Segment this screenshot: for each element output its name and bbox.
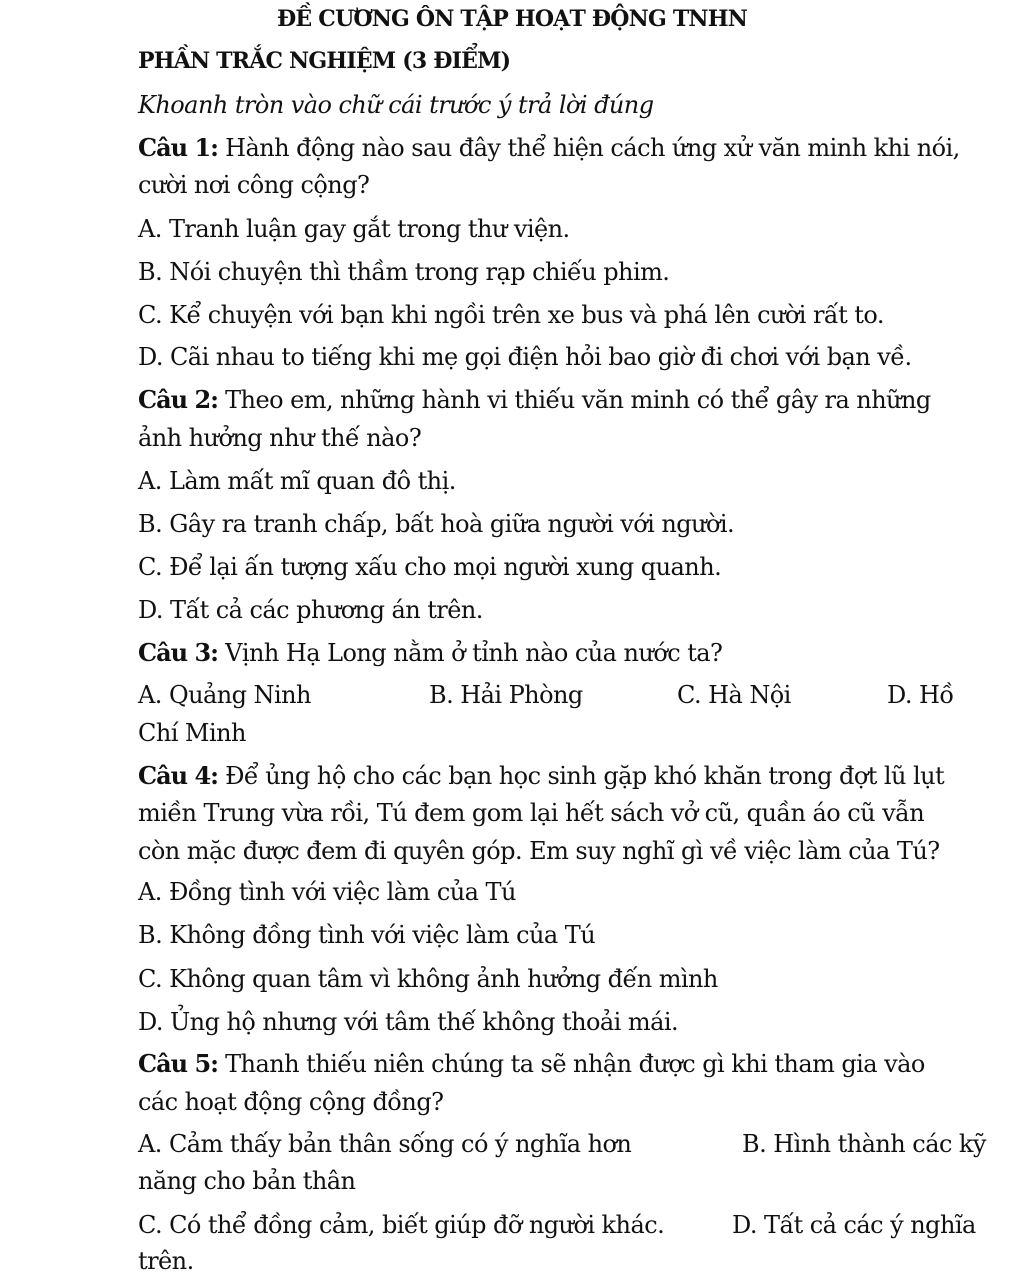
question-5-option-d-cont: trên. (138, 1247, 194, 1275)
question-1-label: Câu 1: (138, 133, 219, 162)
question-2-text: Theo em, những hành vi thiếu văn minh có thể gây ra những (218, 386, 931, 414)
question-5-options-row-1 (138, 1127, 1008, 1161)
question-4-option-a: A. Đồng tình với việc làm của Tú (138, 878, 516, 906)
question-3-option-d: D. Hồ (887, 681, 954, 709)
question-2-option-b: B. Gây ra tranh chấp, bất hoà giữa người với người. (138, 510, 735, 538)
question-5-text-cont: các hoạt động cộng đồng? (138, 1088, 444, 1116)
question-3-option-b: B. Hải Phòng (429, 681, 583, 709)
question-4 (138, 759, 1008, 793)
question-5-options-row-2 (138, 1208, 1008, 1242)
question-4-text-cont-2: còn mặc được đem đi quyên góp. Em suy nghĩ gì về việc làm của Tú? (138, 837, 940, 865)
question-4-text-cont-1: miền Trung vừa rồi, Tú đem gom lại hết sách vở cũ, quần áo cũ vẫn (138, 799, 925, 827)
question-3-text: Vịnh Hạ Long nằm ở tỉnh nào của nước ta? (218, 639, 723, 667)
question-1-option-a: A. Tranh luận gay gắt trong thư viện. (138, 215, 570, 243)
question-4-option-c: C. Không quan tâm vì không ảnh hưởng đến mình (138, 965, 718, 993)
question-2-option-a: A. Làm mất mĩ quan đô thị. (138, 467, 456, 495)
question-2-option-d: D. Tất cả các phương án trên. (138, 596, 483, 624)
question-5-option-b-cont: năng cho bản thân (138, 1167, 356, 1195)
question-4-option-d: D. Ủng hộ nhưng với tâm thế không thoải mái. (138, 1008, 679, 1036)
question-2-text-cont: ảnh hưởng như thế nào? (138, 424, 422, 452)
question-5-option-a: A. Cảm thấy bản thân sống có ý nghĩa hơn (138, 1130, 632, 1158)
question-3-options-row (138, 678, 1008, 712)
question-3-label: Câu 3: (138, 638, 219, 667)
question-1-text: Hành động nào sau đây thể hiện cách ứng xử văn minh khi nói, (218, 134, 960, 162)
question-4-label: Câu 4: (138, 761, 219, 790)
question-1-text-cont: cười nơi công cộng? (138, 171, 370, 199)
question-5-option-d: D. Tất cả các ý nghĩa (732, 1211, 976, 1239)
question-3-option-c: C. Hà Nội (677, 681, 791, 709)
question-2 (138, 383, 1008, 417)
question-1-option-b: B. Nói chuyện thì thầm trong rạp chiếu phim. (138, 258, 670, 286)
question-5 (138, 1047, 1008, 1081)
question-2-option-c: C. Để lại ấn tượng xấu cho mọi người xung quanh. (138, 553, 722, 581)
question-5-text: Thanh thiếu niên chúng ta sẽ nhận được gì khi tham gia vào (218, 1050, 925, 1078)
question-4-text: Để ủng hộ cho các bạn học sinh gặp khó khăn trong đợt lũ lụt (218, 762, 945, 790)
question-3-option-a: A. Quảng Ninh (138, 681, 311, 709)
document-title: ĐỀ CƯƠNG ÔN TẬP HOẠT ĐỘNG TNHN (276, 6, 748, 32)
question-1 (138, 131, 1008, 165)
instruction-text: Khoanh tròn vào chữ cái trước ý trả lời đúng (138, 91, 654, 119)
question-3 (138, 636, 1008, 670)
section-heading: PHẦN TRẮC NGHIỆM (3 ĐIỂM) (138, 48, 511, 74)
question-2-label: Câu 2: (138, 385, 219, 414)
question-1-option-c: C. Kể chuyện với bạn khi ngồi trên xe bus và phá lên cười rất to. (138, 301, 884, 329)
question-1-option-d: D. Cãi nhau to tiếng khi mẹ gọi điện hỏi bao giờ đi chơi với bạn về. (138, 343, 912, 371)
question-5-option-b: B. Hình thành các kỹ (742, 1130, 986, 1158)
question-3-option-d-cont: Chí Minh (138, 719, 246, 747)
question-5-label: Câu 5: (138, 1049, 219, 1078)
question-5-option-c: C. Có thể đồng cảm, biết giúp đỡ người khác. (138, 1211, 665, 1239)
question-4-option-b: B. Không đồng tình với việc làm của Tú (138, 921, 596, 949)
